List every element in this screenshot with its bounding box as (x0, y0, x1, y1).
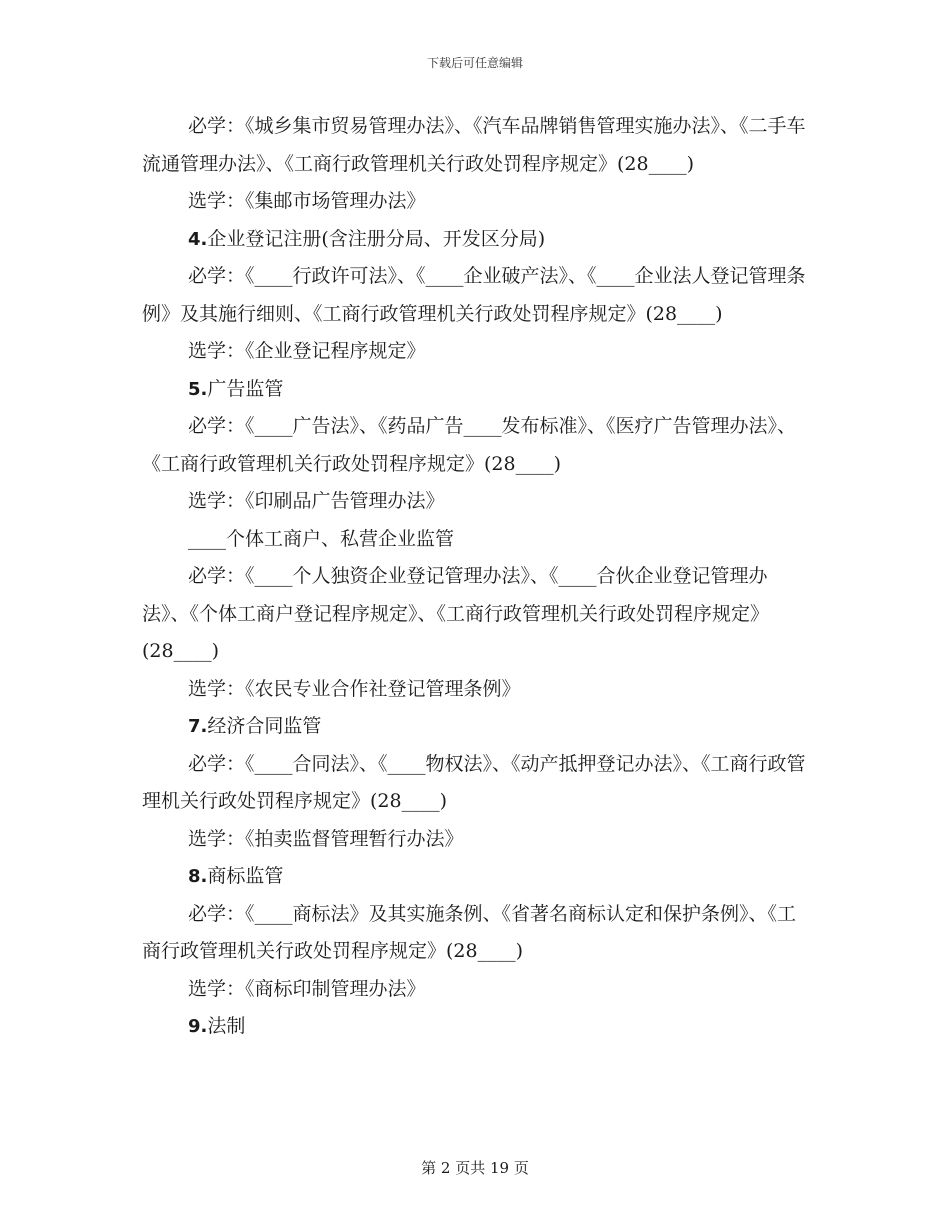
section-title: 企业登记注册(含注册分局、开发区分局) (207, 227, 546, 250)
section-heading (142, 371, 808, 409)
paragraph: 选学：《印刷品广告管理办法》 (188, 490, 445, 512)
paragraph: 选学：《企业登记程序规定》 (188, 340, 426, 362)
section-number: 4. (188, 228, 208, 250)
paragraph: 必学：《城乡集市贸易管理办法》、《汽车品牌销售管理实施办法》、《二手车流通管理办法》、《工商行政管理机关行政处罚程序规定》(28____) (142, 115, 806, 175)
paragraph: 必学：《____个人独资企业登记管理办法》、《____合伙企业登记管理办法》、《个体工商户登记程序规定》、《工商行政管理机关行政处罚程序规定》(28____) (142, 565, 770, 662)
page-header: 下载后可任意编辑 (426, 56, 523, 70)
paragraph: ____个体工商户、私营企业监管 (188, 527, 455, 550)
paragraph: 必学：《____合同法》、《____物权法》、《动产抵押登记办法》、《工商行政管理机关行政处罚程序规定》(28____) (142, 752, 806, 812)
paragraph: 选学：《商标印制管理办法》 (188, 977, 426, 1000)
section-title: 广告监管 (207, 377, 284, 400)
section-title: 法制 (207, 1015, 246, 1037)
section-number: 7. (188, 716, 208, 737)
section-title: 商标监管 (207, 865, 284, 887)
section-title: 经济合同监管 (207, 715, 322, 737)
paragraph: 选学：《拍卖监督管理暂行办法》 (188, 827, 464, 850)
paragraph: 必学：《____广告法》、《药品广告____发布标准》、《医疗广告管理办法》、《工商行政管理机关行政处罚程序规定》(28____) (142, 415, 797, 475)
document-body (142, 108, 808, 1046)
paragraph: 必学：《____商标法》及其实施条例、《省著名商标认定和保护条例》、《工商行政管理机关行政处罚程序规定》(28____) (142, 902, 797, 962)
paragraph: 必学：《____行政许可法》、《____企业破产法》、《____企业法人登记管理条例》及其施行细则、《工商行政管理机关行政处罚程序规定》(28____) (142, 265, 806, 325)
section-heading (142, 1008, 808, 1046)
page-footer: 第 2 页共 19 页 (421, 1159, 529, 1177)
section-number: 5. (188, 378, 208, 400)
section-heading (142, 708, 808, 746)
section-number: 9. (188, 1016, 208, 1037)
section-number: 8. (188, 866, 208, 887)
section-heading (142, 221, 808, 259)
section-heading (142, 858, 808, 896)
paragraph: 选学：《集邮市场管理办法》 (188, 190, 426, 212)
paragraph: 选学：《农民专业合作社登记管理条例》 (188, 677, 521, 700)
